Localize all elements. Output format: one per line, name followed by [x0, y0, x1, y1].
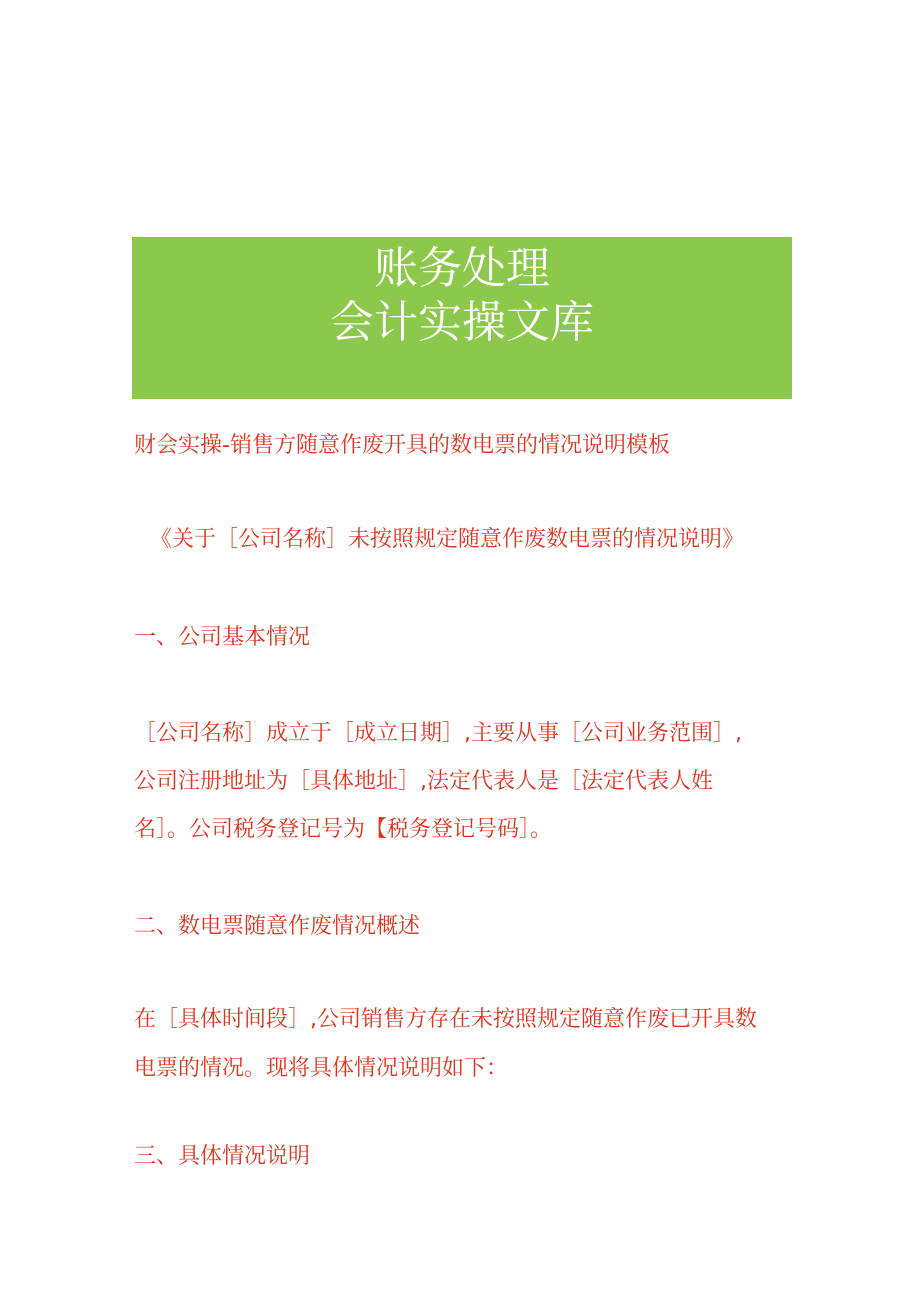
document-title: 财会实操-销售方随意作废开具的数电票的情况说明模板 — [134, 433, 670, 458]
banner-title-line2: 会计实操文库 — [330, 297, 594, 348]
section3-title: 三、具体情况说明 — [134, 1144, 311, 1169]
banner — [132, 237, 792, 399]
section2-paragraph-line: 电票的情况。现将具体情况说明如下： — [134, 1056, 509, 1081]
section2-title: 二、数电票随意作废情况概述 — [134, 914, 421, 939]
section1-paragraph-line: 公司注册地址为［具体地址］,法定代表人是［法定代表人姓 — [134, 769, 713, 794]
section1-paragraph-line: 名］。公司税务登记号为【税务登记号码］。 — [134, 817, 553, 842]
section1-paragraph-line: ［公司名称］成立于［成立日期］,主要从事［公司业务范围］, — [134, 721, 742, 746]
section2-paragraph-line: 在［具体时间段］,公司销售方存在未按照规定随意作废已开具数 — [134, 1007, 757, 1032]
banner-title-line1: 账务处理 — [374, 243, 550, 294]
document-heading: 《关于［公司名称］未按照规定随意作废数电票的情况说明》 — [150, 527, 745, 552]
section1-title: 一、公司基本情况 — [134, 625, 311, 650]
